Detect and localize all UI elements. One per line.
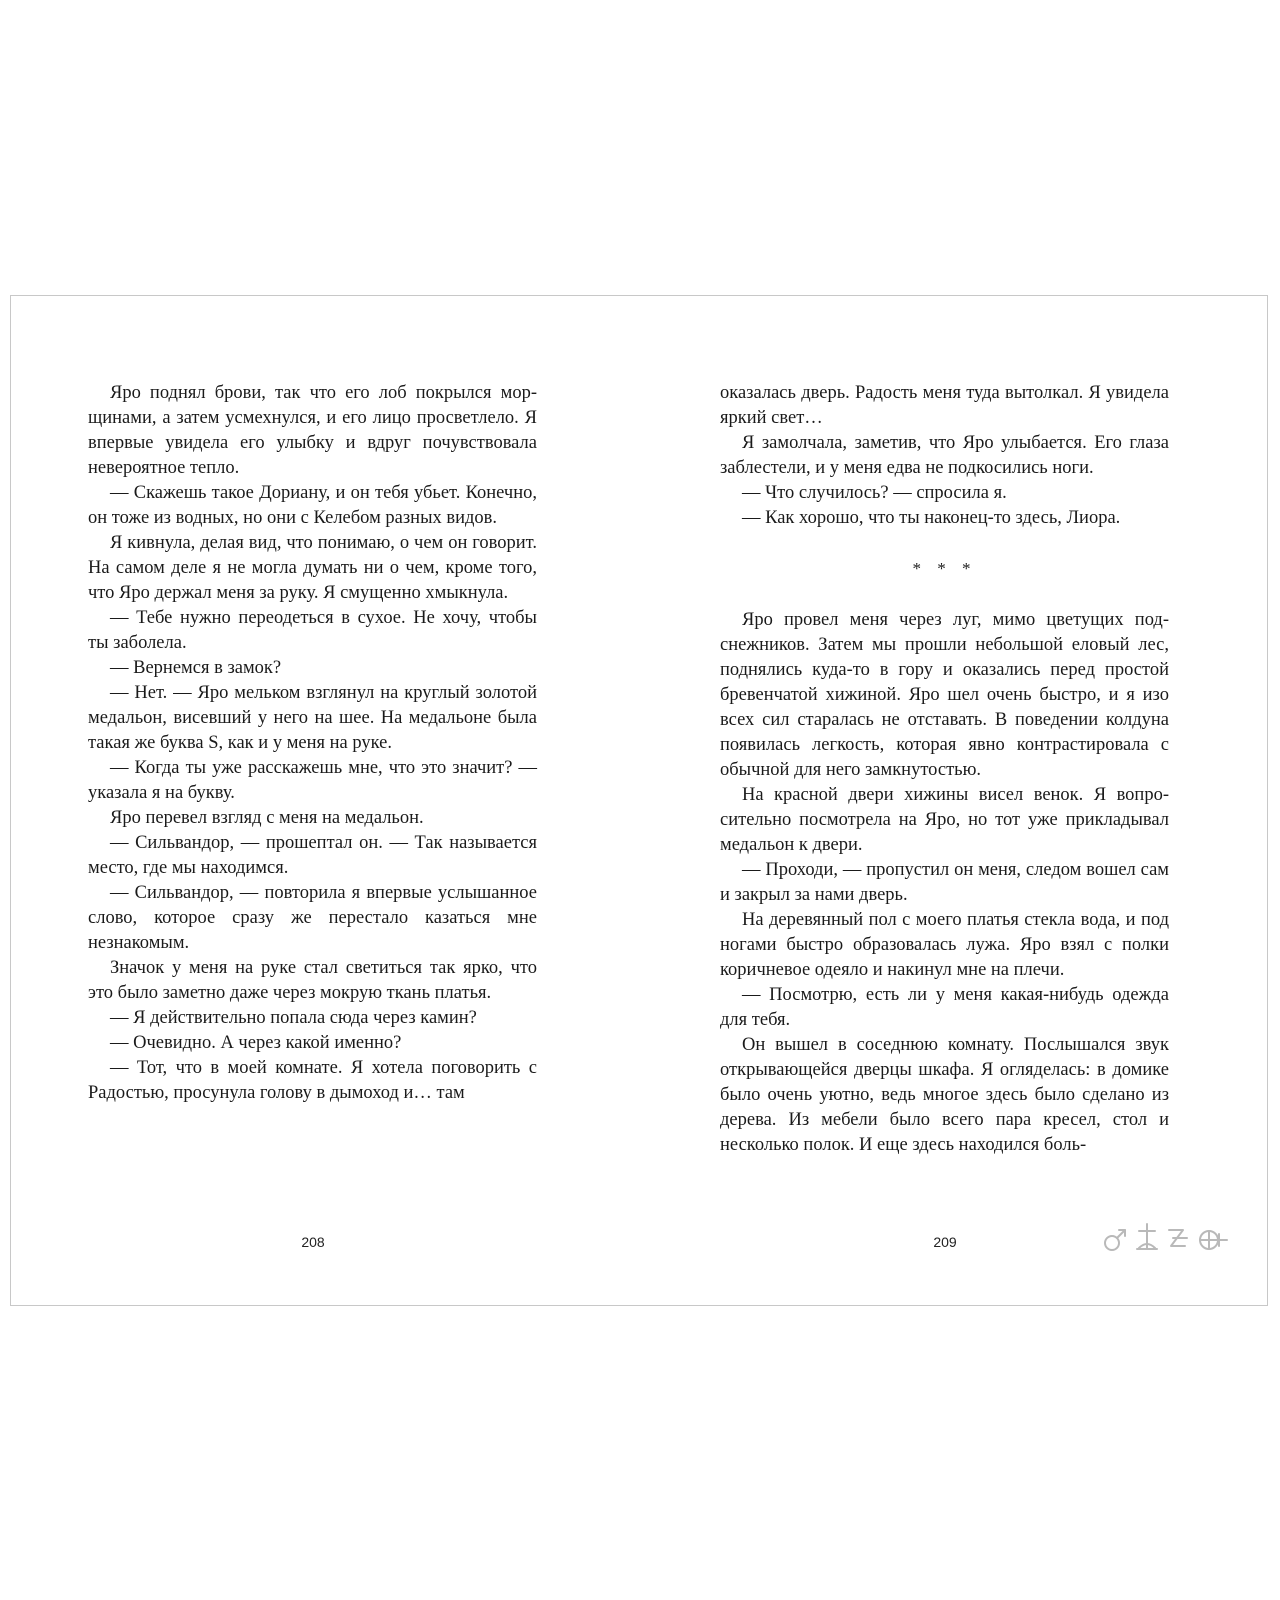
section-break: * * * xyxy=(912,559,977,578)
paragraph: — Посмотрю, есть ли у меня какая-нибудь одежда для тебя. xyxy=(720,985,1169,1030)
book-spread xyxy=(10,295,1268,1306)
paragraph: — Когда ты уже расскажешь мне, что это значит? — указала я на букву. xyxy=(88,758,537,803)
left-page xyxy=(88,381,537,1106)
paragraph: Я замолчала, заметив, что Яро улыбается. Его глаза заблестели, и у меня едва не подкосились ноги. xyxy=(720,433,1169,478)
paragraph: — Что случилось? — спросила я. xyxy=(742,483,1007,503)
paragraph: Яро провел меня через луг, мимо цветущих подснежников. Затем мы прошли небольшой еловый лес, поднялись куда-то в гору и оказались перед простой бревенчатой хижиной. Яро шел очень быстро, и я изо всех сил старалась не отставать. В поведении колдуна появилась легкость, которая явно контрастировала с обычной для него замкнутостью. xyxy=(720,610,1169,780)
paragraph: На деревянный пол с моего платья стекла вода, и под ногами быстро образовалась лужа. Яро взял с полки коричневое одеяло и накинул мне на плечи. xyxy=(720,910,1169,980)
paragraph: Он вышел в соседнюю комнату. Послышался звук открывающейся дверцы шкафа. Я огляделась: в домике было очень уютно, ведь многое здесь было сделано из дерева. Из мебели было всего пара кресел, стол и несколько полок. И еще здесь находился боль- xyxy=(720,1035,1169,1155)
paragraph: — Очевидно. А через какой именно? xyxy=(110,1033,402,1053)
paragraph: — Проходи, — пропустил он меня, следом вошел сам и закрыл за нами дверь. xyxy=(720,860,1169,905)
paragraph: — Нет. — Яро мельком взглянул на круглый золотой медальон, висевший у него на шее. На медальоне была такая же буква S, как и у меня на руке. xyxy=(88,683,537,753)
paragraph: — Как хорошо, что ты наконец-то здесь, Лиора. xyxy=(742,508,1121,528)
page-number-left: 208 xyxy=(301,1234,325,1250)
paragraph: — Скажешь такое Дориану, и он тебя убьет. Конечно, он тоже из водных, но они с Келебом разных видов. xyxy=(88,483,537,528)
right-page xyxy=(720,381,1169,1158)
paragraph: На красной двери хижины висел венок. Я вопросительно посмотрела на Яро, но тот уже прикладывал медальон к двери. xyxy=(720,785,1169,855)
paragraph: — Тебе нужно переодеться в сухое. Не хочу, чтобы ты заболела. xyxy=(88,608,537,653)
paragraph-continued: оказалась дверь. Радость меня туда вытолкал. Я увидела яркий свет… xyxy=(720,383,1169,428)
alchemical-symbols-icon xyxy=(1101,1218,1231,1254)
paragraph: — Я действительно попала сюда через камин? xyxy=(110,1008,477,1028)
page-number-right: 209 xyxy=(933,1234,957,1250)
paragraph: Значок у меня на руке стал светиться так ярко, что это было заметно даже через мокрую ткань платья. xyxy=(88,958,537,1003)
paragraph: — Сильвандор, — повторила я впервые услышанное слово, которое сразу же перестало казаться мне незнакомым. xyxy=(88,883,537,953)
paragraph: — Сильвандор, — прошептал он. — Так называется место, где мы находимся. xyxy=(88,833,537,878)
paragraph: — Тот, что в моей комнате. Я хотела поговорить с Радостью, просунула голову в дымоход и… там xyxy=(88,1058,537,1103)
paragraph: Я кивнула, делая вид, что понимаю, о чем он говорит. На самом деле я не могла думать ни о чем, кроме того, что Яро держал меня за руку. Я смущенно хмыкнула. xyxy=(88,533,537,603)
paragraph: Яро поднял брови, так что его лоб покрылся морщинами, а затем усмехнулся, и его лицо просветлело. Я впервые увидела его улыбку и вдруг почувствовала невероятное тепло. xyxy=(88,383,537,478)
paragraph: — Вернемся в замок? xyxy=(110,658,282,678)
paragraph: Яро перевел взгляд с меня на медальон. xyxy=(110,808,424,828)
